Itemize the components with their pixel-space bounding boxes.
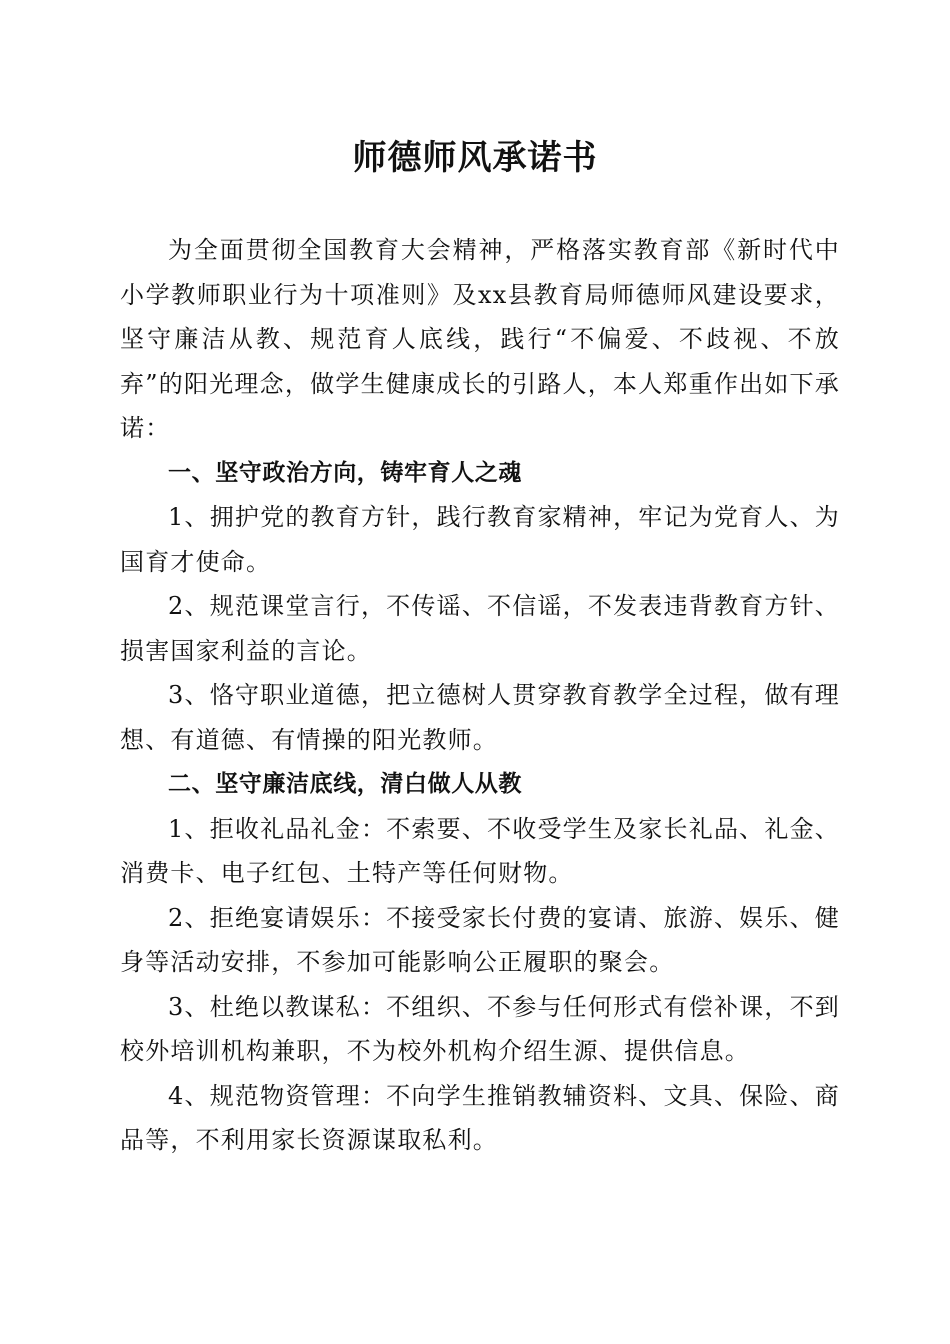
document-body	[120, 228, 840, 1163]
section2-item-4: 4、规范物资管理：不向学生推销教辅资料、文具、保险、商品等，不利用家长资源谋取私利。	[120, 1081, 840, 1154]
section2-item-3: 3、杜绝以教谋私：不组织、不参与任何形式有偿补课，不到校外培训机构兼职，不为校外机构介绍生源、提供信息。	[120, 992, 840, 1065]
intro-paragraph: 为全面贯彻全国教育大会精神，严格落实教育部《新时代中小学教师职业行为十项准则》及xx县教育局师德师风建设要求，坚守廉洁从教、规范育人底线，践行“不偏爱、不歧视、不放弃”的阳光理念，做学生健康成长的引路人，本人郑重作出如下承诺：	[120, 236, 840, 442]
section2-item-2: 2、拒绝宴请娱乐：不接受家长付费的宴请、旅游、娱乐、健身等活动安排，不参加可能影响公正履职的聚会。	[120, 903, 840, 976]
section-heading-integrity: 二、坚守廉洁底线，清白做人从教	[168, 771, 522, 797]
document-title: 师德师风承诺书	[352, 138, 598, 178]
section2-item-1: 1、拒收礼品礼金：不索要、不收受学生及家长礼品、礼金、消费卡、电子红包、土特产等任何财物。	[120, 814, 840, 887]
section-heading-political: 一、坚守政治方向，铸牢育人之魂	[168, 459, 522, 486]
section1-item-1: 1、拥护党的教育方针，践行教育家精神，牢记为党育人、为国育才使命。	[120, 503, 840, 576]
section1-item-2: 2、规范课堂言行，不传谣、不信谣，不发表违背教育方针、损害国家利益的言论。	[120, 592, 840, 665]
section1-item-3: 3、恪守职业道德，把立德树人贯穿教育教学全过程，做有理想、有道德、有情操的阳光教师。	[120, 681, 840, 754]
